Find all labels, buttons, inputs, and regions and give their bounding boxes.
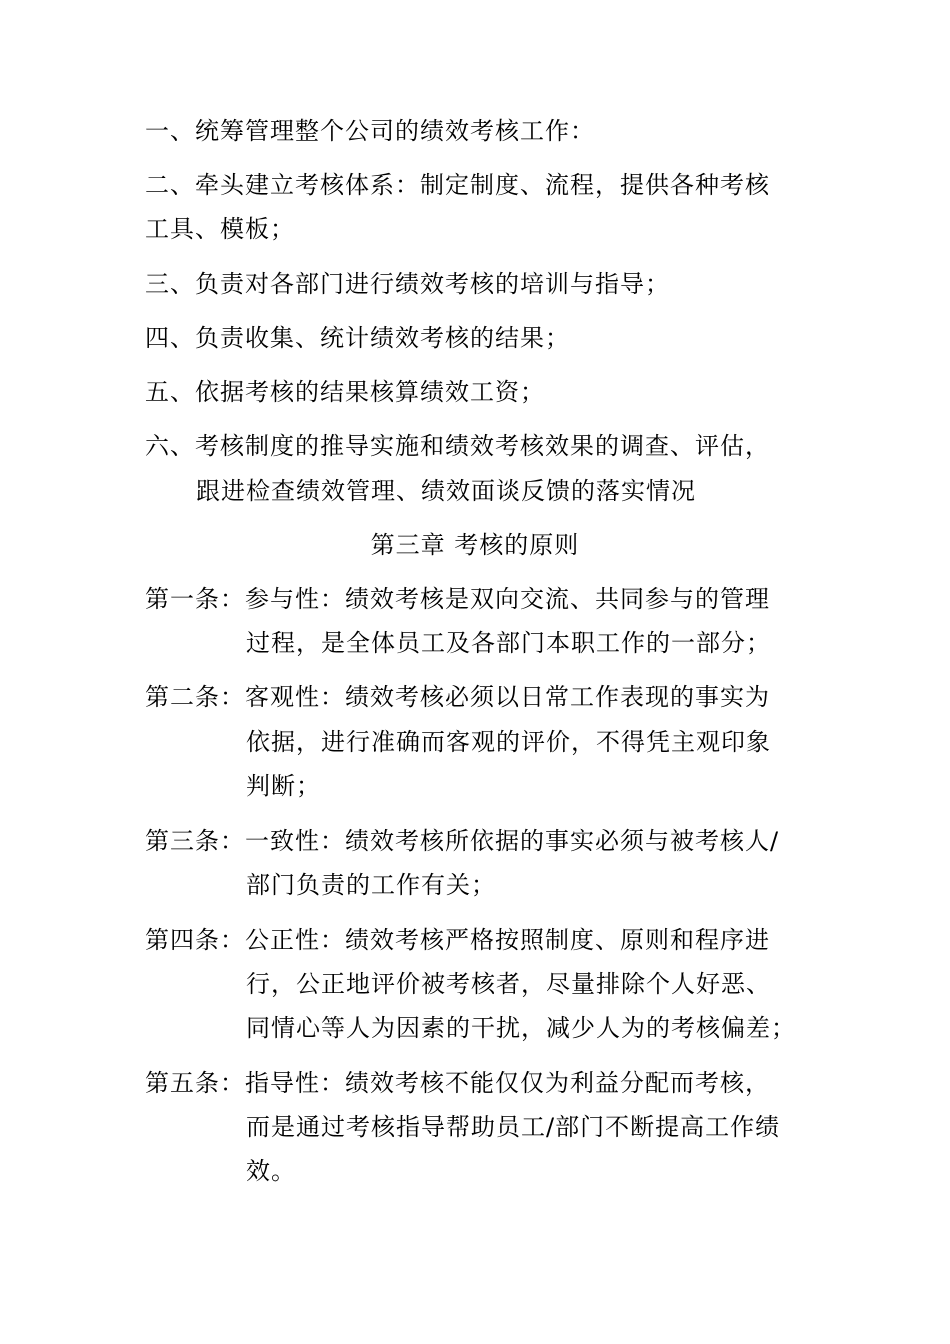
article-5-line-3: 效。	[246, 1157, 296, 1185]
article-3-line-1: 第三条：一致性：绩效考核所依据的事实必须与被考核人/	[145, 827, 780, 855]
article-1-line-2: 过程，是全体员工及各部门本职工作的一部分；	[246, 629, 771, 657]
article-3-line-2: 部门负责的工作有关；	[246, 871, 496, 899]
article-5-line-1: 第五条：指导性：绩效考核不能仅仅为利益分配而考核，	[145, 1069, 770, 1097]
duty-item-2-line-2: 工具、模板；	[145, 215, 295, 243]
article-4-line-2: 行，公正地评价被考核者，尽量排除个人好恶、	[246, 970, 771, 998]
duty-item-1: 一、统筹管理整个公司的绩效考核工作：	[145, 117, 595, 145]
chapter-title: 第三章 考核的原则	[370, 531, 580, 559]
duty-item-3: 三、负责对各部门进行绩效考核的培训与指导；	[145, 270, 670, 298]
article-2-line-2: 依据，进行准确而客观的评价，不得凭主观印象	[246, 728, 771, 756]
duty-item-6-line-1: 六、考核制度的推导实施和绩效考核效果的调查、评估，	[145, 432, 770, 460]
article-1-line-1: 第一条：参与性：绩效考核是双向交流、共同参与的管理	[145, 585, 770, 613]
article-4-line-1: 第四条：公正性：绩效考核严格按照制度、原则和程序进	[145, 926, 770, 954]
article-2-line-1: 第二条：客观性：绩效考核必须以日常工作表现的事实为	[145, 683, 770, 711]
duty-item-2-line-1: 二、牵头建立考核体系：制定制度、流程，提供各种考核	[145, 171, 770, 199]
duty-item-6-line-2: 跟进检查绩效管理、绩效面谈反馈的落实情况	[196, 477, 696, 505]
duty-item-4: 四、负责收集、统计绩效考核的结果；	[145, 324, 570, 352]
article-5-line-2: 而是通过考核指导帮助员工/部门不断提高工作绩	[246, 1113, 781, 1141]
duty-item-5: 五、依据考核的结果核算绩效工资；	[145, 378, 545, 406]
article-4-line-3: 同情心等人为因素的干扰，减少人为的考核偏差；	[246, 1014, 796, 1042]
article-2-line-3: 判断；	[246, 772, 321, 800]
